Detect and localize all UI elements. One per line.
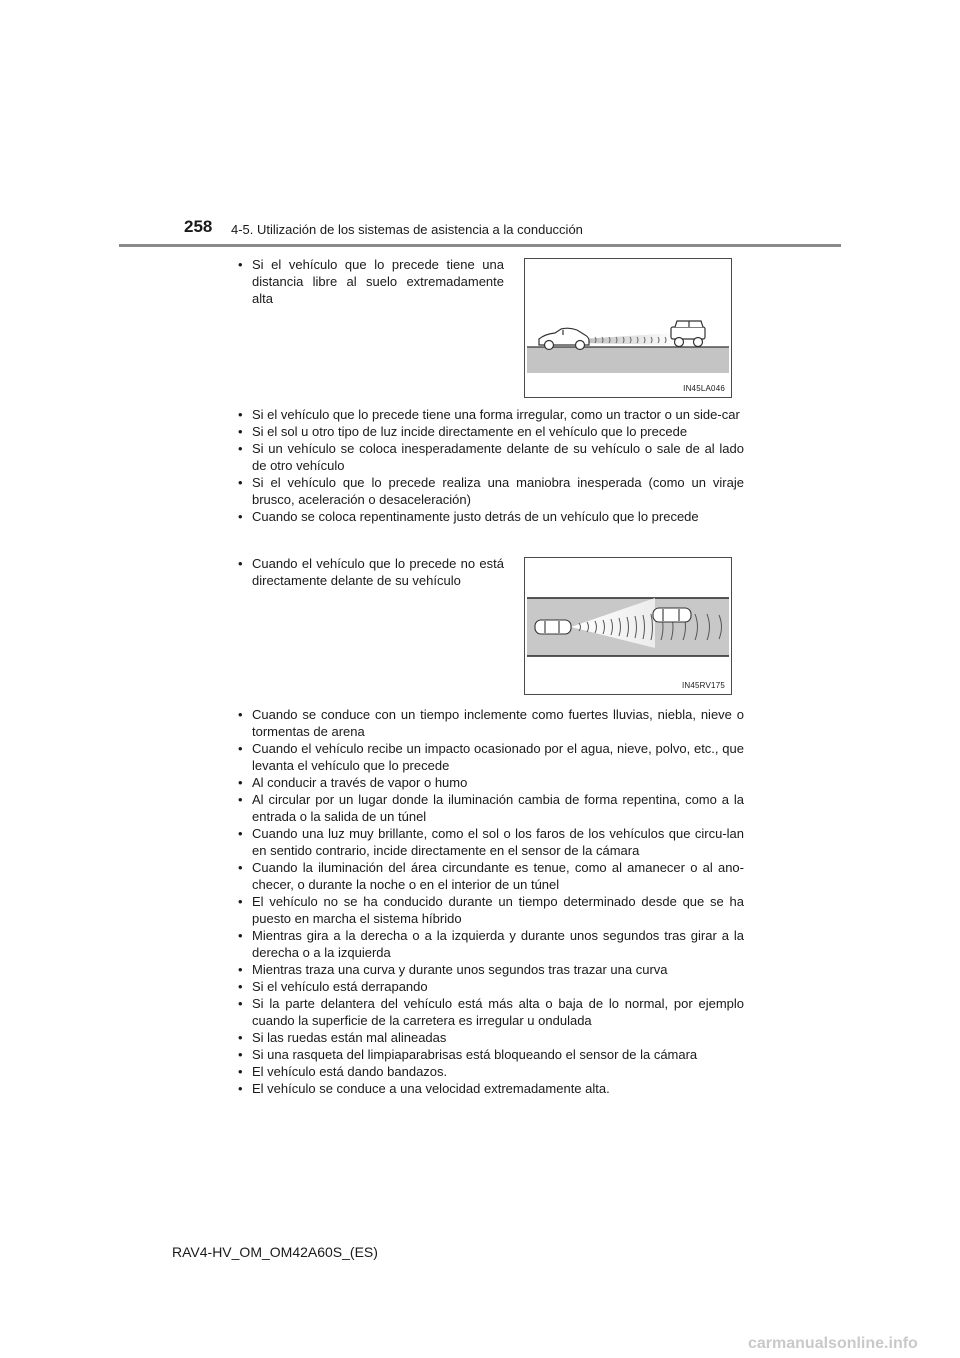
list-item: • Cuando el vehículo recibe un impacto ocasionado por el agua, nieve, polvo, etc., que levanta el vehículo que lo precede (236, 740, 744, 774)
figure-code: IN45LA046 (683, 384, 725, 393)
list-item: • Si una rasqueta del limpiaparabrisas está bloqueando el sensor de la cámara (236, 1046, 744, 1063)
list-item: • El vehículo no se ha conducido durante un tiempo determinado desde que se ha puesto en marcha el sistema híbrido (236, 893, 744, 927)
list-item: • Si el vehículo que lo precede tiene una distancia libre al suelo extremadamente alta (236, 256, 504, 307)
list-item: • El vehículo se conduce a una velocidad extremadamente alta. (236, 1080, 744, 1097)
list-item: • Mientras gira a la derecha o a la izquierda y durante unos segundos tras girar a la derecha o a la izquierda (236, 927, 744, 961)
list-item: • Si el vehículo está derrapando (236, 978, 744, 995)
section-title: 4-5. Utilización de los sistemas de asistencia a la conducción (231, 222, 583, 237)
figure-code: IN45RV175 (681, 681, 725, 690)
list-item: • Si la parte delantera del vehículo está más alta o baja de lo normal, por ejemplo cuando la superficie de la carretera es irregular u ondulada (236, 995, 744, 1029)
illustration-high-clearance-vehicle (524, 258, 732, 398)
list-item: • Cuando se conduce con un tiempo inclemente como fuertes lluvias, niebla, nieve o tormentas de arena (236, 706, 744, 740)
watermark: carmanualsonline.info (748, 1335, 918, 1352)
list-item: • Si un vehículo se coloca inesperadamente delante de su vehículo o sale de al lado de otro vehículo (236, 440, 744, 474)
list-item: • Si las ruedas están mal alineadas (236, 1029, 744, 1046)
list-item: • Cuando el vehículo que lo precede no está directamente delante de su vehículo (236, 555, 504, 589)
list-item: • El vehículo está dando bandazos. (236, 1063, 744, 1080)
list-item: • Si el sol u otro tipo de luz incide directamente en el vehículo que lo precede (236, 423, 744, 440)
list-item: • Mientras traza una curva y durante unos segundos tras trazar una curva (236, 961, 744, 978)
list-item: • Al circular por un lugar donde la iluminación cambia de forma repentina, como a la entrada o la salida de un túnel (236, 791, 744, 825)
illustration-offset-vehicle (524, 557, 732, 695)
list-item: • Al conducir a través de vapor o humo (236, 774, 744, 791)
bullet-list-3 (236, 555, 504, 589)
document-code: RAV4-HV_OM_OM42A60S_(ES) (172, 1244, 378, 1260)
bullet-list-4 (236, 706, 744, 1097)
list-item: • Cuando una luz muy brillante, como el sol o los faros de los vehículos que circu-lan en sentido contrario, incide directamente en el sensor de la cámara (236, 825, 744, 859)
page-number: 258 (184, 217, 213, 236)
bullet-list-2 (236, 406, 744, 525)
bullet-list-1 (236, 256, 504, 307)
list-item: • Si el vehículo que lo precede realiza una maniobra inesperada (como un viraje brusco, aceleración o desaceleración) (236, 474, 744, 508)
list-item: • Si el vehículo que lo precede tiene una forma irregular, como un tractor o un side-car (236, 406, 744, 423)
offset-vehicle-scene-icon (525, 558, 731, 694)
header-divider (119, 244, 841, 247)
high-clearance-scene-icon (525, 259, 731, 397)
list-item: • Cuando se coloca repentinamente justo detrás de un vehículo que lo precede (236, 508, 744, 525)
list-item: • Cuando la iluminación del área circundante es tenue, como al amanecer o al ano-checer, o durante la noche o en el interior de un túnel (236, 859, 744, 893)
